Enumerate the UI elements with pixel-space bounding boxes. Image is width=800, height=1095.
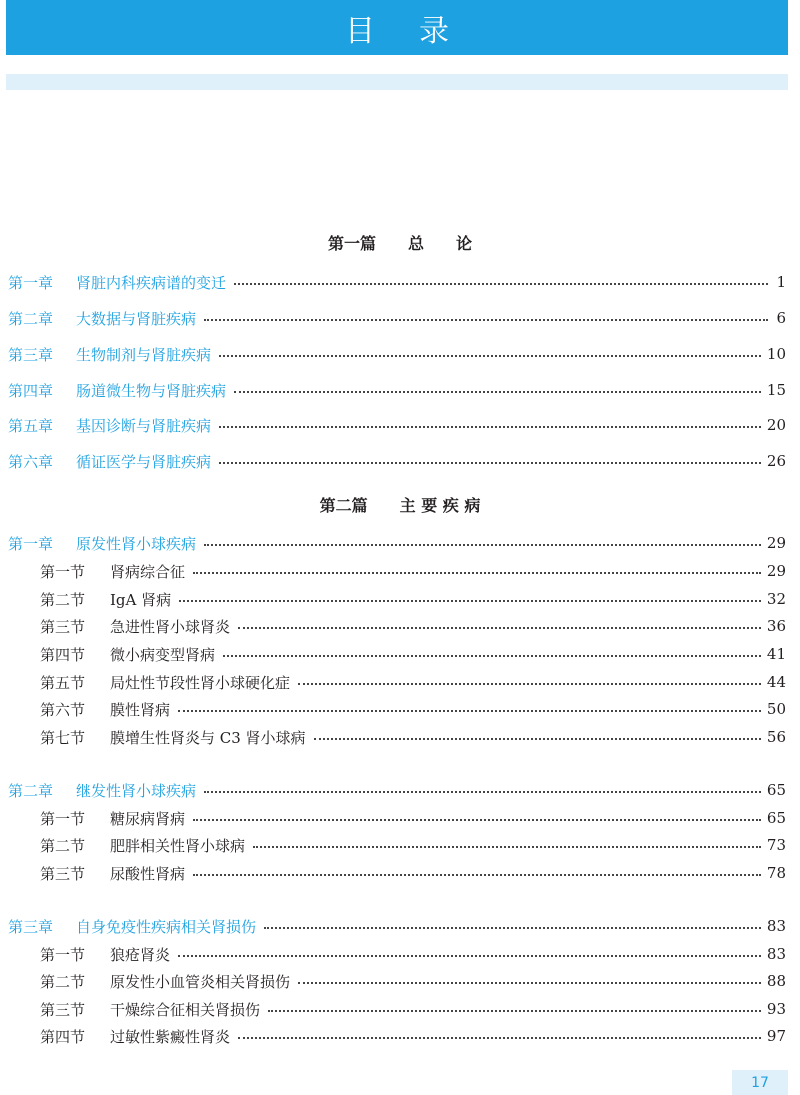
part-name: 主 要 疾 病 — [399, 496, 481, 515]
section-number: 第一节 — [40, 809, 86, 828]
page-number: 56 — [766, 728, 786, 746]
section-number: 第三节 — [40, 1000, 86, 1019]
part-heading — [0, 493, 800, 516]
page-number: 32 — [766, 590, 786, 608]
section-number: 第三节 — [40, 864, 86, 883]
page-number: 83 — [766, 945, 786, 963]
dot-leader — [268, 1010, 761, 1012]
toc-section-row[interactable] — [40, 807, 786, 829]
dot-leader — [253, 846, 761, 848]
chapter-title: 继发性肾小球疾病 — [76, 781, 197, 800]
dot-leader — [219, 462, 761, 464]
page-number: 6 — [776, 309, 786, 327]
dot-leader — [298, 683, 761, 685]
part-heading — [0, 231, 800, 254]
section-title: 膜性肾病 — [110, 700, 171, 719]
section-number: 第二节 — [40, 836, 86, 855]
dot-leader — [204, 791, 761, 793]
dot-leader — [238, 627, 761, 629]
dot-leader — [234, 283, 768, 285]
page-number: 65 — [766, 809, 786, 827]
chapter-number: 第五章 — [8, 416, 54, 435]
page-number: 88 — [766, 972, 786, 990]
toc-section-row[interactable] — [40, 588, 786, 610]
page-number: 73 — [766, 836, 786, 854]
part-number: 第二篇 — [319, 496, 368, 515]
chapter-title: 基因诊断与肾脏疾病 — [76, 416, 212, 435]
section-title: 过敏性紫癜性肾炎 — [110, 1027, 231, 1046]
section-title: 膜增生性肾炎与 C3 肾小球病 — [110, 728, 306, 747]
dot-leader — [193, 819, 761, 821]
toc-section-row[interactable] — [40, 560, 786, 582]
section-number: 第一节 — [40, 945, 86, 964]
toc-section-row[interactable] — [40, 862, 786, 884]
section-number: 第一节 — [40, 562, 86, 581]
section-title: 干燥综合征相关肾损伤 — [110, 1000, 261, 1019]
section-title: 急进性肾小球肾炎 — [110, 617, 231, 636]
toc-section-row[interactable] — [40, 726, 786, 748]
toc-section-row[interactable] — [40, 671, 786, 693]
toc-section-row[interactable] — [40, 834, 786, 856]
dot-leader — [178, 710, 761, 712]
page-number: 20 — [766, 416, 786, 434]
page-number: 78 — [766, 864, 786, 882]
section-title: 局灶性节段性肾小球硬化症 — [110, 673, 291, 692]
page-number: 26 — [766, 452, 786, 470]
header-subband — [6, 74, 788, 90]
chapter-number: 第六章 — [8, 452, 54, 471]
chapter-title: 自身免疫性疾病相关肾损伤 — [76, 917, 257, 936]
dot-leader — [178, 955, 761, 957]
dot-leader — [238, 1037, 761, 1039]
page-number: 93 — [766, 1000, 786, 1018]
toc-chapter-row[interactable] — [8, 307, 786, 329]
toc-chapter-row[interactable] — [8, 532, 786, 554]
section-number: 第五节 — [40, 673, 86, 692]
dot-leader — [179, 600, 761, 602]
toc-chapter-row[interactable] — [8, 915, 786, 937]
section-title: 肾病综合征 — [110, 562, 186, 581]
chapter-title: 肾脏内科疾病谱的变迁 — [76, 273, 227, 292]
chapter-title: 大数据与肾脏疾病 — [76, 309, 197, 328]
page-number-label: 17 — [751, 1074, 769, 1091]
dot-leader — [223, 655, 761, 657]
header-banner — [6, 0, 788, 55]
toc-section-row[interactable] — [40, 998, 786, 1020]
chapter-title: 生物制剂与肾脏疾病 — [76, 345, 212, 364]
page-number: 50 — [766, 700, 786, 718]
toc-chapter-row[interactable] — [8, 779, 786, 801]
dot-leader — [193, 572, 761, 574]
page-number: 1 — [776, 273, 786, 291]
footer-page-number — [732, 1070, 788, 1095]
page-number: 41 — [766, 645, 786, 663]
section-title: 原发性小血管炎相关肾损伤 — [110, 972, 291, 991]
toc-chapter-row[interactable] — [8, 343, 786, 365]
page-number: 10 — [766, 345, 786, 363]
section-title: 狼疮肾炎 — [110, 945, 171, 964]
section-number: 第三节 — [40, 617, 86, 636]
dot-leader — [219, 426, 761, 428]
dot-leader — [234, 391, 761, 393]
section-number: 第六节 — [40, 700, 86, 719]
section-number: 第七节 — [40, 728, 86, 747]
toc-chapter-row[interactable] — [8, 271, 786, 293]
page-number: 29 — [766, 562, 786, 580]
part-name-b: 论 — [456, 234, 473, 253]
section-number: 第二节 — [40, 972, 86, 991]
toc-chapter-row[interactable] — [8, 414, 786, 436]
chapter-title: 循证医学与肾脏疾病 — [76, 452, 212, 471]
section-title: 微小病变型肾病 — [110, 645, 216, 664]
page-number: 29 — [766, 534, 786, 552]
toc-section-row[interactable] — [40, 643, 786, 665]
chapter-number: 第三章 — [8, 345, 54, 364]
chapter-number: 第四章 — [8, 381, 54, 400]
part-name-a: 总 — [407, 234, 424, 253]
page-number: 15 — [766, 381, 786, 399]
chapter-number: 第一章 — [8, 534, 54, 553]
toc-section-row[interactable] — [40, 698, 786, 720]
chapter-number: 第三章 — [8, 917, 54, 936]
dot-leader — [193, 874, 761, 876]
chapter-title: 原发性肾小球疾病 — [76, 534, 197, 553]
page-number: 36 — [766, 617, 786, 635]
toc-section-row[interactable] — [40, 1025, 786, 1047]
section-number: 第四节 — [40, 645, 86, 664]
chapter-title: 肠道微生物与肾脏疾病 — [76, 381, 227, 400]
page-number: 97 — [766, 1027, 786, 1045]
chapter-number: 第一章 — [8, 273, 54, 292]
dot-leader — [204, 319, 768, 321]
section-number: 第四节 — [40, 1027, 86, 1046]
page-number: 44 — [766, 673, 786, 691]
part-number: 第一篇 — [327, 234, 376, 253]
toc-chapter-row[interactable] — [8, 450, 786, 472]
section-title: 尿酸性肾病 — [110, 864, 186, 883]
page-number: 65 — [766, 781, 786, 799]
dot-leader — [219, 355, 761, 357]
dot-leader — [264, 927, 761, 929]
page-title: 目录 — [345, 13, 493, 49]
toc-section-row[interactable] — [40, 615, 786, 637]
chapter-number: 第二章 — [8, 309, 54, 328]
section-title: 糖尿病肾病 — [110, 809, 186, 828]
toc-chapter-row[interactable] — [8, 379, 786, 401]
dot-leader — [298, 982, 761, 984]
section-title: IgA 肾病 — [110, 590, 172, 609]
dot-leader — [314, 738, 761, 740]
chapter-number: 第二章 — [8, 781, 54, 800]
dot-leader — [204, 544, 761, 546]
section-number: 第二节 — [40, 590, 86, 609]
section-title: 肥胖相关性肾小球病 — [110, 836, 246, 855]
toc-section-row[interactable] — [40, 970, 786, 992]
toc-section-row[interactable] — [40, 943, 786, 965]
page-number: 83 — [766, 917, 786, 935]
